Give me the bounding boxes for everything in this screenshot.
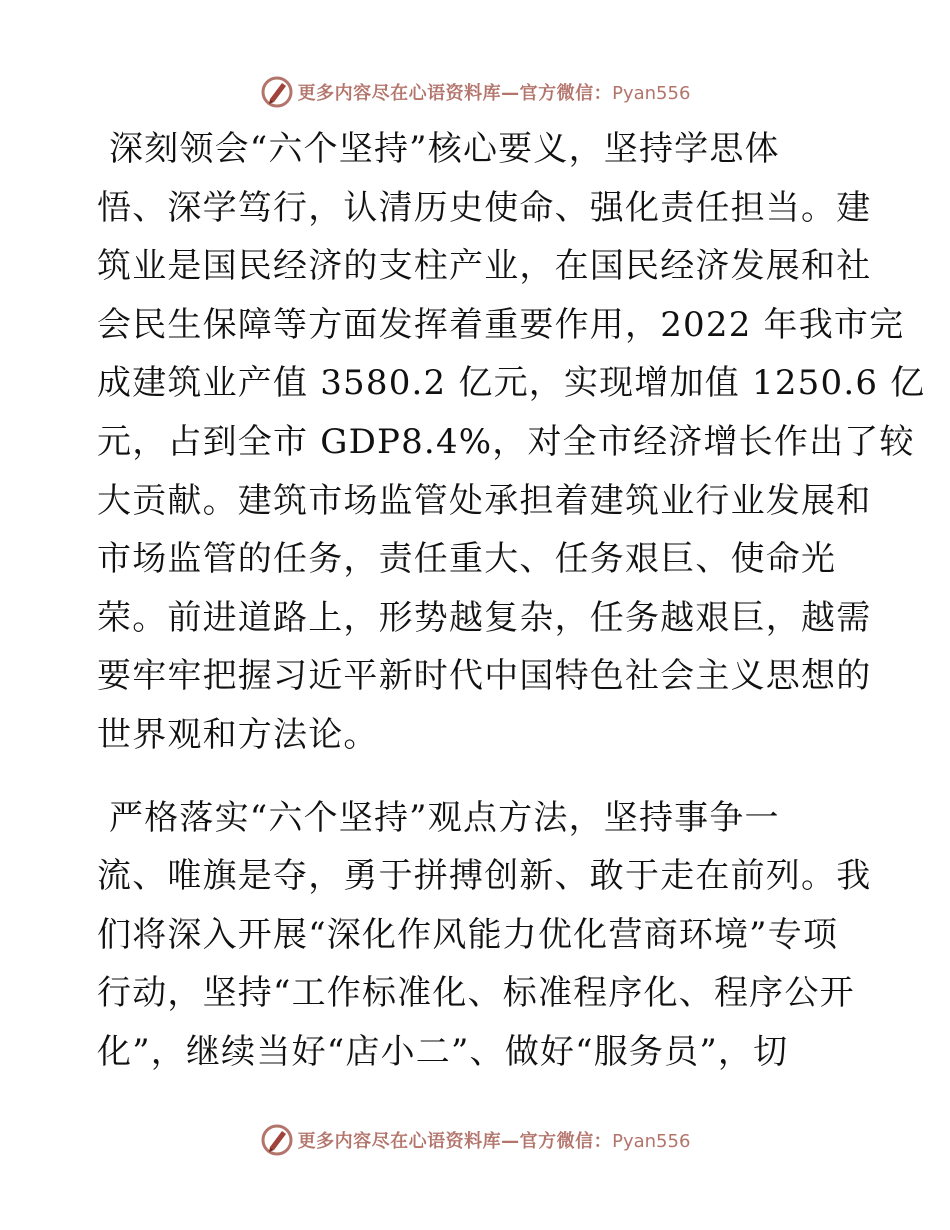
paragraph-1 bbox=[97, 120, 926, 765]
footer-banner bbox=[0, 1120, 950, 1160]
text-line: 成建筑业产值 3580.2 亿元，实现增加值 1250.6 亿 bbox=[97, 363, 926, 404]
text-line: 流、唯旗是夺，勇于拼搏创新、敢于走在前列。我 bbox=[97, 856, 872, 897]
text-line: 大贡献。建筑市场监管处承担着建筑业行业发展和 bbox=[97, 480, 872, 521]
text-line: 筑业是国民经济的支柱产业，在国民经济发展和社 bbox=[97, 246, 872, 287]
text-line: 深刻领会“六个坚持”核心要义，坚持学思体 bbox=[109, 129, 780, 169]
pen-circle-logo-icon bbox=[260, 75, 294, 109]
text-line: 荣。前进道路上，形势越复杂，任务越艰巨，越需 bbox=[97, 597, 872, 638]
footer-banner-text: 更多内容尽在心语资料库—官方微信：Pyan556 bbox=[297, 1131, 691, 1152]
pen-circle-logo-icon bbox=[260, 1123, 294, 1157]
text-line: 严格落实“六个坚持”观点方法，坚持事争一 bbox=[109, 797, 780, 838]
header-banner-text: 更多内容尽在心语资料库—官方微信：Pyan556 bbox=[297, 83, 691, 104]
text-line: 市场监管的任务，责任重大、任务艰巨、使命光 bbox=[97, 539, 837, 580]
text-line: 会民生保障等方面发挥着重要作用，2022 年我市完 bbox=[97, 304, 905, 345]
document-body bbox=[97, 120, 926, 1082]
text-line: 们将深入开展“深化作风能力优化营商环境”专项 bbox=[97, 914, 839, 955]
header-wechat-id: Pyan556 bbox=[612, 83, 691, 104]
paragraph-2 bbox=[97, 789, 872, 1082]
text-line: 元，占到全市 GDP8.4%，对全市经济增长作出了较 bbox=[97, 421, 915, 462]
text-line: 化”，继续当好“店小二”、做好“服务员”，切 bbox=[97, 1031, 789, 1072]
header-banner bbox=[0, 72, 950, 112]
text-line: 悟、深学笃行，认清历史使命、强化责任担当。建 bbox=[97, 187, 872, 228]
footer-wechat-id: Pyan556 bbox=[612, 1131, 691, 1152]
text-line: 要牢牢把握习近平新时代中国特色社会主义思想的 bbox=[97, 656, 872, 697]
text-line: 世界观和方法论。 bbox=[97, 714, 379, 755]
text-line: 行动，坚持“工作标准化、标准程序化、程序公开 bbox=[97, 973, 855, 1014]
